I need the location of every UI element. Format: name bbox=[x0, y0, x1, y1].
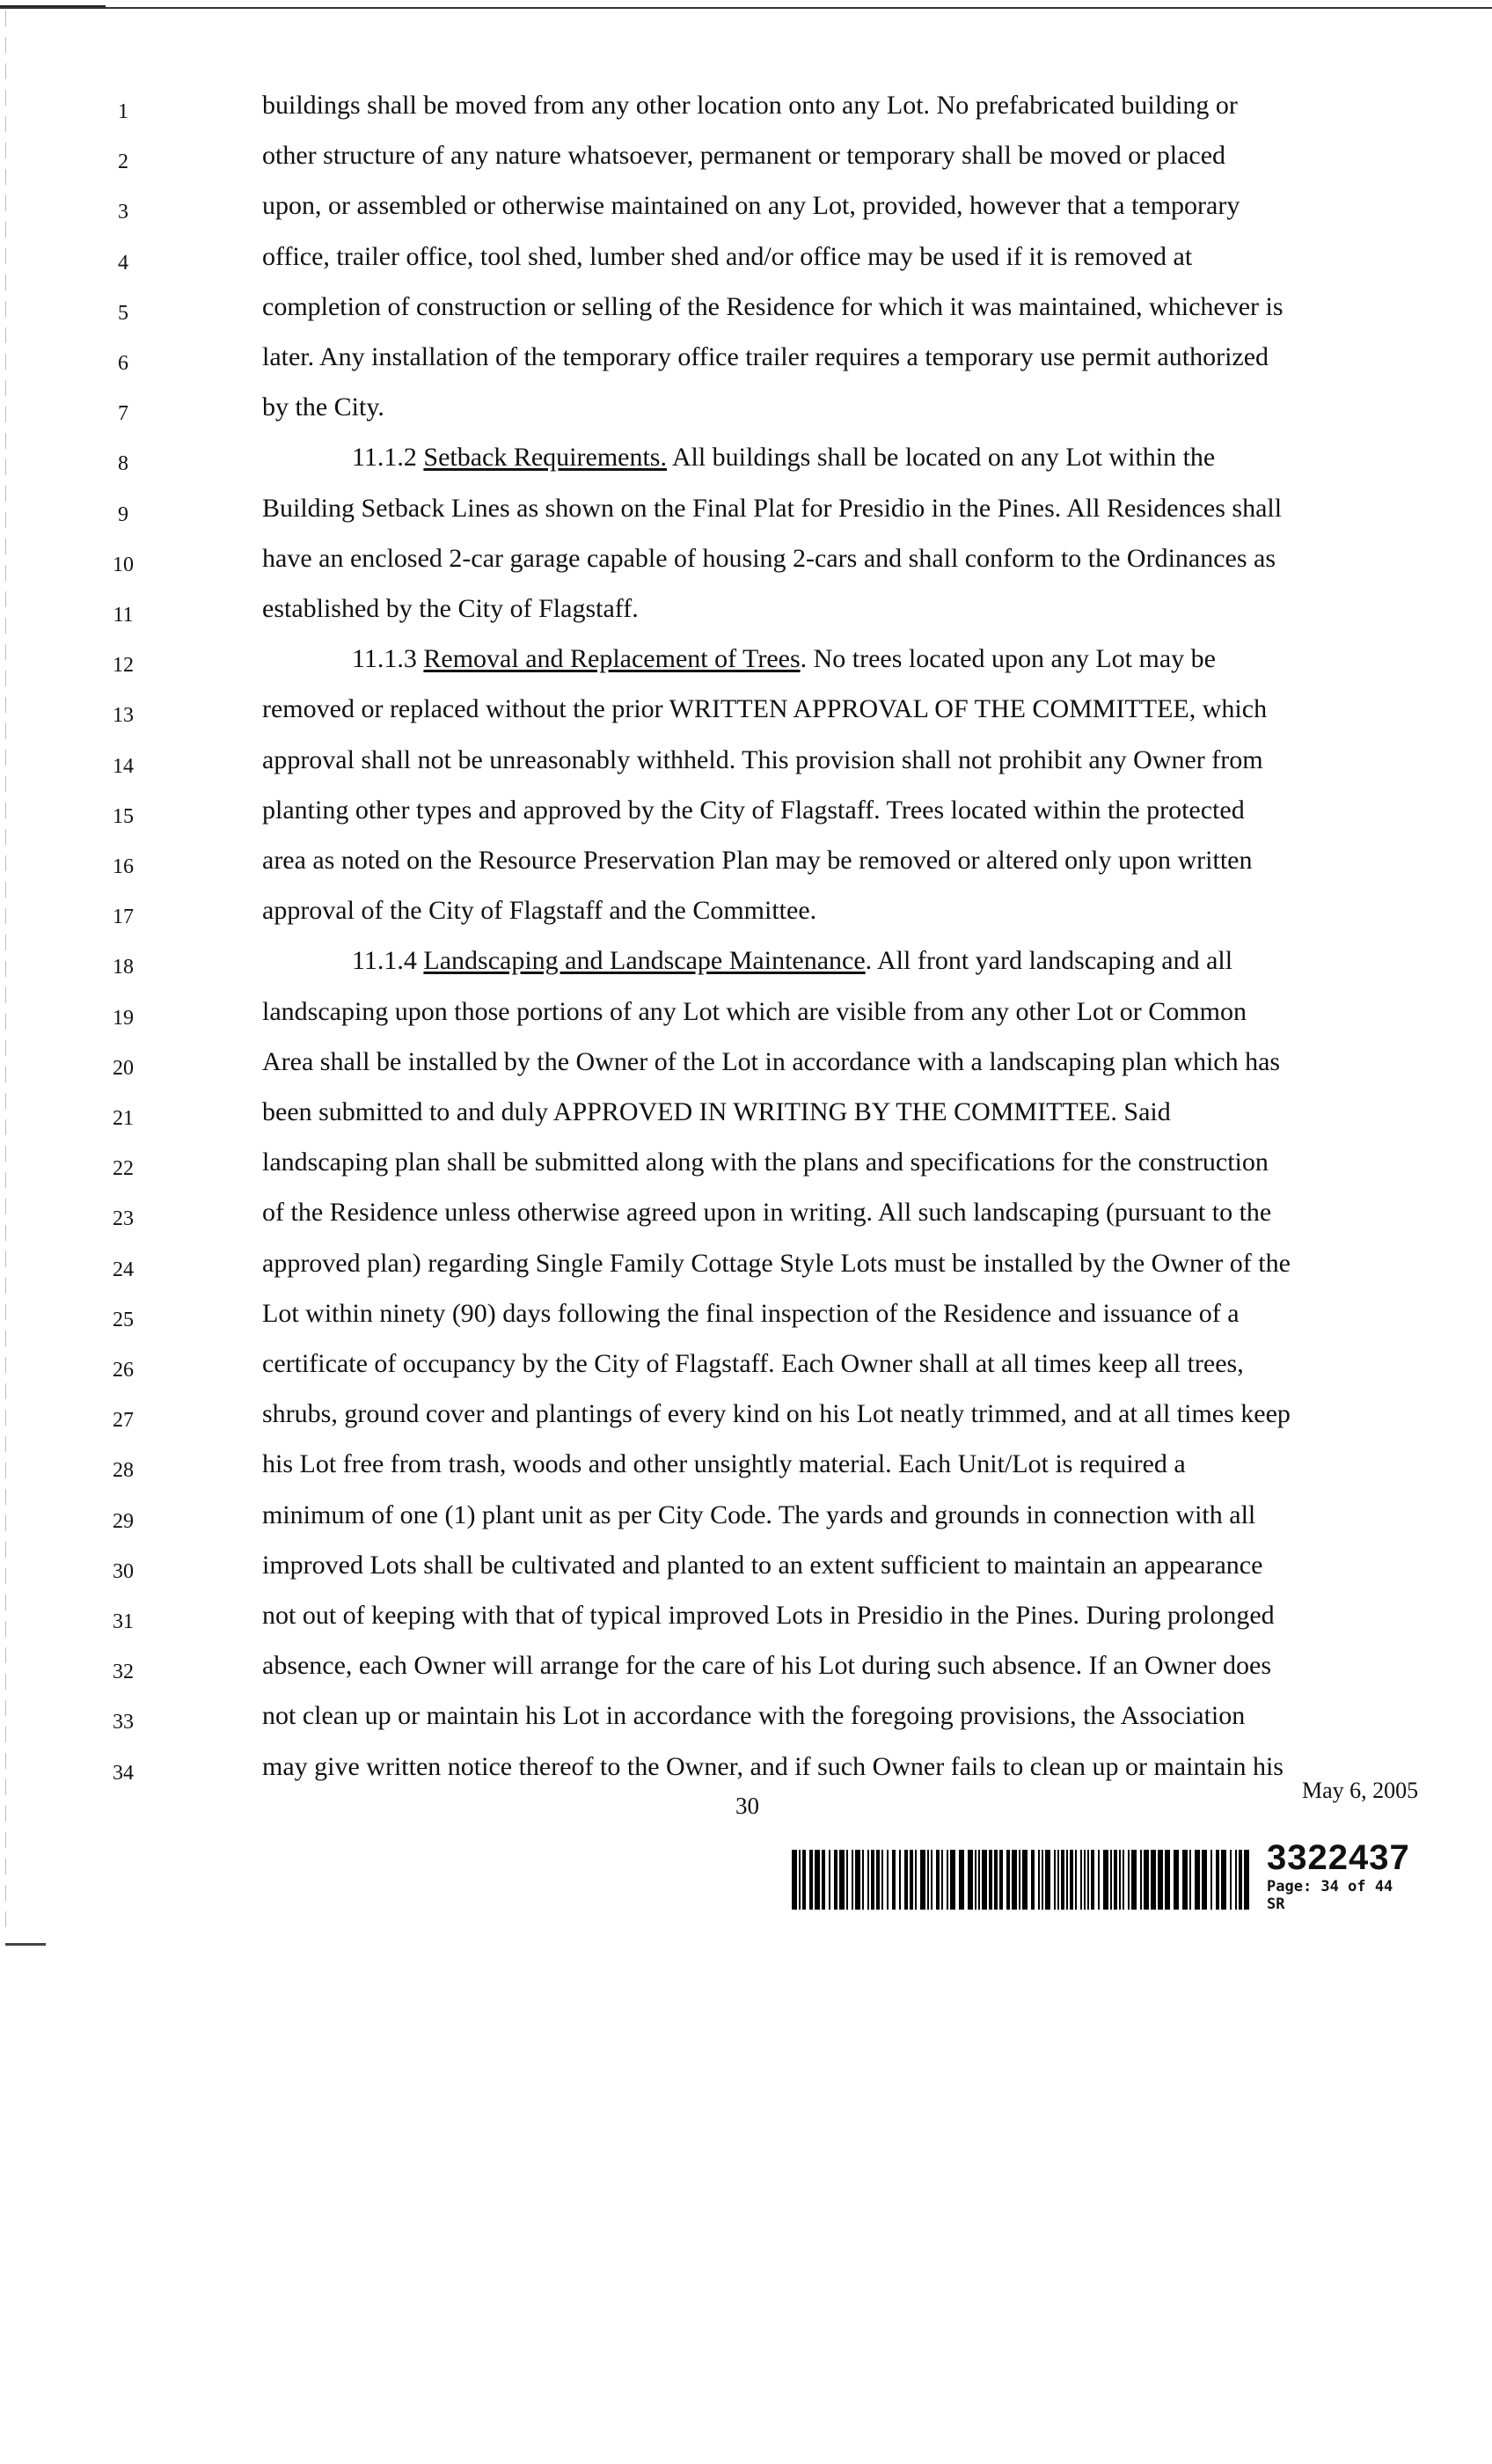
barcode-bar bbox=[1144, 1850, 1149, 1910]
barcode-bar bbox=[968, 1850, 973, 1910]
barcode-bar bbox=[834, 1850, 837, 1910]
barcode-bar bbox=[1075, 1850, 1077, 1910]
barcode-bar bbox=[1031, 1850, 1035, 1910]
barcode-bar bbox=[802, 1850, 806, 1910]
line-text: of the Residence unless otherwise agreed upon in writing. All such landscaping (pursuant to the bbox=[262, 1198, 1272, 1228]
barcode-bar bbox=[1235, 1850, 1237, 1910]
line-text: minimum of one (1) plant unit as per City Code. The yards and grounds in connection with all bbox=[262, 1500, 1256, 1529]
line-number: 5 bbox=[118, 301, 128, 325]
text-line bbox=[262, 1698, 1432, 1734]
barcode-bar bbox=[809, 1850, 813, 1910]
recording-document-number: 3322437 bbox=[1267, 1838, 1410, 1877]
barcode-bar bbox=[950, 1850, 955, 1910]
line-text: been submitted to and duly APPROVED IN WRITING BY THE COMMITTEE. Said bbox=[262, 1097, 1171, 1126]
line-text: approval shall not be unreasonably withheld. This provision shall not prohibit any Owner from bbox=[262, 744, 1263, 774]
barcode-bar bbox=[862, 1850, 864, 1910]
line-number: 23 bbox=[113, 1207, 134, 1231]
text-line bbox=[262, 1397, 1432, 1432]
barcode-bar bbox=[1182, 1850, 1188, 1910]
text-line bbox=[262, 88, 1432, 123]
line-number: 18 bbox=[113, 956, 134, 979]
barcode-bar bbox=[999, 1850, 1003, 1910]
barcode-bar bbox=[899, 1850, 901, 1910]
line-number: 31 bbox=[113, 1610, 134, 1633]
text-line bbox=[262, 1145, 1432, 1180]
barcode-bar bbox=[876, 1850, 880, 1910]
barcode-bar bbox=[1158, 1850, 1163, 1910]
line-number: 1 bbox=[118, 100, 128, 123]
barcode-bar bbox=[1114, 1850, 1117, 1910]
barcode-bar bbox=[892, 1850, 896, 1910]
line-text: certificate of occupancy by the City of Flagstaff. Each Owner shall at all times keep all trees, bbox=[262, 1349, 1244, 1378]
line-text: removed or replaced without the prior WRITTEN APPROVAL OF THE COMMITTEE, which bbox=[262, 694, 1268, 724]
section-title: Setback Requirements. bbox=[423, 443, 667, 473]
barcode-bar bbox=[1022, 1850, 1028, 1910]
line-text-continued: . All front yard landscaping and all bbox=[865, 946, 1233, 976]
line-text: not out of keeping with that of typical improved Lots in Presidio in the Pines. During prolonged bbox=[262, 1601, 1275, 1630]
line-text: Area shall be installed by the Owner of the Lot in accordance with a landscaping plan which has bbox=[262, 1046, 1281, 1076]
line-text: buildings shall be moved from any other location onto any Lot. No prefabricated building or bbox=[262, 91, 1238, 120]
text-line bbox=[262, 390, 1432, 425]
barcode-bar bbox=[910, 1850, 913, 1910]
line-text: 11.1.2 bbox=[352, 443, 424, 473]
line-text: other structure of any nature whatsoever, permanent or temporary shall be moved or placed bbox=[262, 141, 1226, 171]
text-line bbox=[262, 491, 1432, 526]
line-number: 11 bbox=[113, 604, 134, 627]
barcode-bar bbox=[829, 1850, 830, 1910]
line-number: 8 bbox=[118, 452, 128, 476]
barcode-bar bbox=[839, 1850, 845, 1910]
line-text: by the City. bbox=[262, 392, 384, 422]
barcode-bar bbox=[871, 1850, 874, 1910]
text-line bbox=[262, 340, 1432, 375]
line-text: have an enclosed 2-car garage capable of housing 2-cars and shall conform to the Ordinances as bbox=[262, 543, 1276, 573]
barcode-bar bbox=[1061, 1850, 1064, 1910]
barcode-bar bbox=[1098, 1850, 1100, 1910]
line-text: not clean up or maintain his Lot in accordance with the foregoing provisions, the Association bbox=[262, 1701, 1246, 1731]
barcode-bar bbox=[1221, 1850, 1226, 1910]
line-number: 34 bbox=[113, 1761, 134, 1785]
line-number: 17 bbox=[113, 906, 134, 929]
text-line bbox=[262, 1195, 1432, 1230]
section-title: Removal and Replacement of Trees bbox=[423, 644, 801, 674]
barcode-bar bbox=[1239, 1850, 1242, 1910]
line-number: 15 bbox=[113, 804, 134, 828]
barcode-bar bbox=[1091, 1850, 1094, 1910]
line-text: later. Any installation of the temporary office trailer requires a temporary use permit authorized bbox=[262, 342, 1269, 371]
barcode-bar bbox=[978, 1850, 980, 1910]
line-number: 13 bbox=[113, 704, 134, 728]
line-text: landscaping upon those portions of any Lot which are visible from any other Lot or Common bbox=[262, 996, 1247, 1026]
barcode-bar bbox=[1103, 1850, 1108, 1910]
text-line bbox=[262, 1498, 1432, 1533]
line-number: 3 bbox=[118, 201, 128, 224]
barcode-bar bbox=[931, 1850, 933, 1910]
text-line bbox=[262, 1346, 1432, 1382]
barcode-bar bbox=[1131, 1850, 1137, 1910]
barcode-bar bbox=[846, 1850, 848, 1910]
line-number: 9 bbox=[118, 502, 128, 526]
text-line bbox=[262, 1447, 1432, 1482]
barcode-bar bbox=[1054, 1850, 1056, 1910]
text-line bbox=[262, 743, 1432, 778]
line-number: 28 bbox=[113, 1459, 134, 1483]
barcode-bar bbox=[941, 1850, 943, 1910]
text-line bbox=[262, 1095, 1432, 1130]
line-number: 2 bbox=[118, 150, 128, 174]
barcode-bar bbox=[1151, 1850, 1156, 1910]
barcode-bar bbox=[989, 1850, 992, 1910]
document-date: May 6, 2005 bbox=[1302, 1778, 1419, 1803]
line-text: landscaping plan shall be submitted along with the plans and specifications for the construction bbox=[262, 1148, 1269, 1177]
text-line bbox=[262, 1548, 1432, 1583]
barcode-bar bbox=[1216, 1850, 1219, 1910]
line-text: Building Setback Lines as shown on the Final Plat for Presidio in the Pines. All Residences shall bbox=[262, 493, 1283, 523]
text-line bbox=[262, 1648, 1432, 1683]
barcode-bar bbox=[1045, 1850, 1050, 1910]
recording-barcode bbox=[792, 1850, 1249, 1910]
line-text: his Lot free from trash, woods and other unsightly material. Each Unit/Lot is required a bbox=[262, 1449, 1186, 1479]
barcode-bar bbox=[1070, 1850, 1073, 1910]
line-text-continued: . No trees located upon any Lot may be bbox=[800, 644, 1216, 674]
barcode-bar bbox=[1042, 1850, 1043, 1910]
line-number: 10 bbox=[113, 553, 134, 576]
line-text: improved Lots shall be cultivated and planted to an extent sufficient to maintain an appearance bbox=[262, 1550, 1263, 1580]
barcode-bar bbox=[936, 1850, 940, 1910]
line-text: established by the City of Flagstaff. bbox=[262, 594, 639, 623]
scan-left-mark bbox=[5, 1943, 46, 1946]
barcode-bar bbox=[881, 1850, 883, 1910]
barcode-bar bbox=[815, 1850, 820, 1910]
line-text: absence, each Owner will arrange for the care of his Lot during such absence. If an Owner does bbox=[262, 1651, 1272, 1681]
barcode-bar bbox=[1123, 1850, 1124, 1910]
line-number: 25 bbox=[113, 1308, 134, 1331]
barcode-bar bbox=[1189, 1850, 1191, 1910]
scan-top-edge bbox=[0, 7, 1492, 9]
barcode-bar bbox=[1230, 1850, 1232, 1910]
text-line bbox=[262, 994, 1432, 1030]
barcode-bar bbox=[1174, 1850, 1179, 1910]
line-number: 14 bbox=[113, 754, 134, 778]
recording-code: SR bbox=[1267, 1896, 1285, 1913]
text-line bbox=[262, 893, 1432, 928]
barcode-bar bbox=[959, 1850, 964, 1910]
line-number: 7 bbox=[118, 402, 128, 426]
line-number: 24 bbox=[113, 1258, 134, 1281]
line-text: upon, or assembled or otherwise maintained on any Lot, provided, however that a temporary bbox=[262, 191, 1240, 221]
line-text-continued: All buildings shall be located on any Lot within the bbox=[666, 443, 1216, 473]
scan-left-edge bbox=[5, 11, 6, 1929]
barcode-bar bbox=[1080, 1850, 1082, 1910]
text-line bbox=[262, 1045, 1432, 1080]
line-number: 22 bbox=[113, 1157, 134, 1181]
line-number: 30 bbox=[113, 1559, 134, 1583]
text-line bbox=[262, 843, 1432, 878]
text-line bbox=[262, 1296, 1432, 1331]
text-line bbox=[262, 138, 1432, 173]
text-line bbox=[262, 591, 1432, 627]
line-text: shrubs, ground cover and plantings of every kind on his Lot neatly trimmed, and at all times keep bbox=[262, 1399, 1291, 1429]
line-number: 29 bbox=[113, 1509, 134, 1533]
line-number: 32 bbox=[113, 1661, 134, 1684]
line-number: 26 bbox=[113, 1359, 134, 1382]
section-title: Landscaping and Landscape Maintenance bbox=[423, 946, 866, 976]
barcode-bar bbox=[867, 1850, 869, 1910]
barcode-bar bbox=[799, 1850, 801, 1910]
barcode-bar bbox=[994, 1850, 998, 1910]
barcode-bar bbox=[822, 1850, 825, 1910]
line-number: 27 bbox=[113, 1409, 134, 1433]
barcode-bar bbox=[1038, 1850, 1040, 1910]
line-text: Lot within ninety (90) days following the final inspection of the Residence and issuance of a bbox=[262, 1298, 1240, 1328]
barcode-bar bbox=[975, 1850, 976, 1910]
barcode-bar bbox=[1057, 1850, 1059, 1910]
page-number: 30 bbox=[735, 1793, 759, 1819]
barcode-bar bbox=[1012, 1850, 1017, 1910]
line-number: 4 bbox=[118, 251, 128, 275]
text-line bbox=[262, 541, 1432, 576]
line-text: 11.1.4 bbox=[352, 946, 424, 976]
line-number: 21 bbox=[113, 1107, 134, 1130]
text-line bbox=[262, 290, 1432, 325]
line-number: 20 bbox=[113, 1056, 134, 1080]
text-line bbox=[262, 239, 1432, 275]
line-text: approved plan) regarding Single Family Cottage Style Lots must be installed by the Owner of the bbox=[262, 1248, 1291, 1278]
line-text: area as noted on the Resource Preservation Plan may be removed or altered only upon written bbox=[262, 846, 1253, 875]
section-heading-line bbox=[352, 943, 1492, 979]
text-line bbox=[262, 692, 1432, 727]
line-text: completion of construction or selling of the Residence for which it was maintained, whichever is bbox=[262, 291, 1284, 321]
line-text: may give written notice thereof to the Owner, and if such Owner fails to clean up or maintain his bbox=[262, 1751, 1284, 1781]
barcode-bar bbox=[920, 1850, 925, 1910]
barcode-bar bbox=[1006, 1850, 1010, 1910]
barcode-bar bbox=[1087, 1850, 1089, 1910]
recording-page-label: Page: 34 of 44 bbox=[1267, 1878, 1393, 1896]
text-line bbox=[262, 188, 1432, 224]
line-text: planting other types and approved by the City of Flagstaff. Trees located within the protected bbox=[262, 795, 1245, 825]
barcode-bar bbox=[792, 1850, 797, 1910]
barcode-bar bbox=[1244, 1850, 1249, 1910]
barcode-bar bbox=[927, 1850, 929, 1910]
barcode-bar bbox=[915, 1850, 917, 1910]
barcode-bar bbox=[982, 1850, 987, 1910]
barcode-bar bbox=[1019, 1850, 1020, 1910]
barcode-bar bbox=[1128, 1850, 1130, 1910]
barcode-bar bbox=[1165, 1850, 1170, 1910]
line-text: 11.1.3 bbox=[352, 644, 424, 674]
line-number: 33 bbox=[113, 1711, 134, 1734]
barcode-bar bbox=[1119, 1850, 1121, 1910]
barcode-bar bbox=[852, 1850, 853, 1910]
text-line bbox=[262, 1749, 1432, 1785]
barcode-bar bbox=[855, 1850, 860, 1910]
line-number: 19 bbox=[113, 1006, 134, 1030]
barcode-bar bbox=[1202, 1850, 1207, 1910]
line-text: office, trailer office, tool shed, lumber shed and/or office may be used if it is removed at bbox=[262, 241, 1193, 271]
section-heading-line bbox=[352, 440, 1492, 475]
line-number: 12 bbox=[113, 654, 134, 678]
line-number: 16 bbox=[113, 855, 134, 878]
barcode-bar bbox=[1066, 1850, 1068, 1910]
barcode-bar bbox=[1084, 1850, 1086, 1910]
text-line bbox=[262, 1598, 1432, 1633]
barcode-bar bbox=[887, 1850, 889, 1910]
line-text: approval of the City of Flagstaff and the Committee. bbox=[262, 896, 817, 926]
line-number: 6 bbox=[118, 352, 128, 375]
barcode-bar bbox=[1210, 1850, 1212, 1910]
text-line bbox=[262, 793, 1432, 828]
barcode-bar bbox=[1140, 1850, 1142, 1910]
barcode-bar bbox=[947, 1850, 948, 1910]
barcode-bar bbox=[1110, 1850, 1112, 1910]
text-line bbox=[262, 1246, 1432, 1281]
section-heading-line bbox=[352, 642, 1492, 677]
barcode-bar bbox=[904, 1850, 908, 1910]
barcode-bar bbox=[1195, 1850, 1200, 1910]
